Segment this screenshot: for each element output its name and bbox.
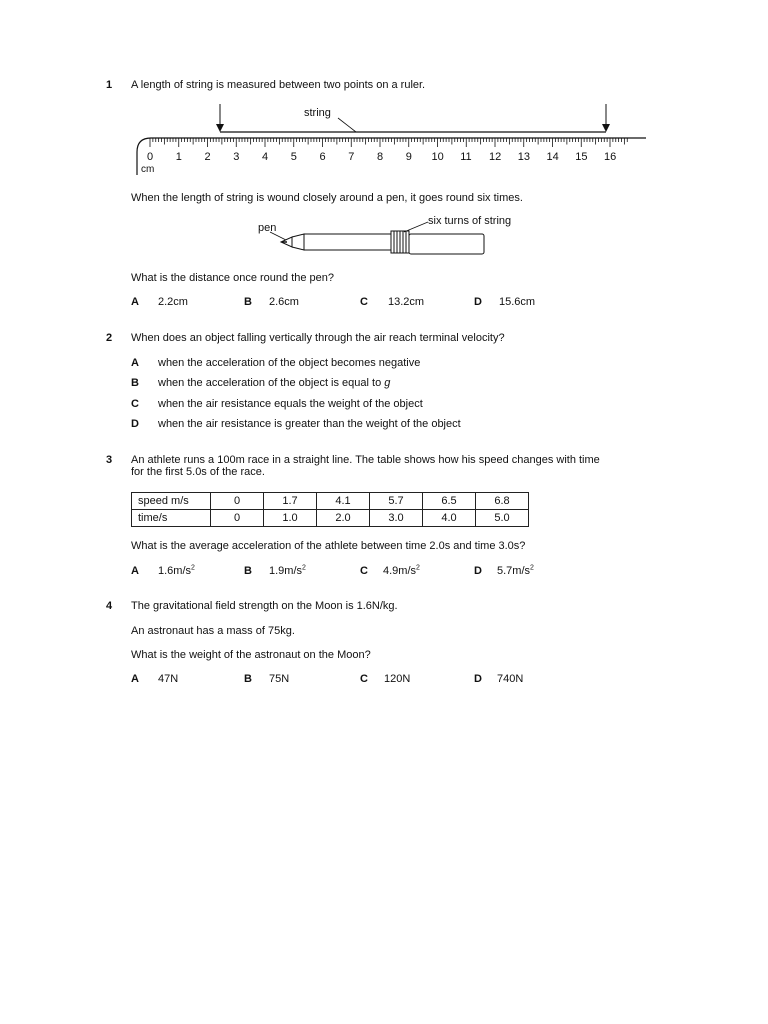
q1-option-c-text: 13.2cm [388, 296, 425, 308]
ruler-unit-label: cm [141, 164, 155, 175]
ruler-number-13: 13 [517, 151, 530, 163]
question-1-stem-2: When the length of string is wound closely around a pen, it goes round six times. [131, 192, 523, 204]
question-4-stem: The gravitational field strength on the Moon is 1.6N/kg. [131, 600, 398, 612]
q1-option-d-letter: D [474, 296, 482, 308]
question-2-number: 2 [106, 332, 113, 344]
table-cell: 6.8 [476, 493, 529, 510]
turns-label-leader [404, 222, 428, 232]
table-cell: 2.0 [317, 510, 370, 527]
q2-option-c-text: when the air resistance equals the weight of the object [158, 398, 423, 410]
q3-option-b-exponent: 2 [302, 564, 306, 572]
q2-option-a-letter: A [131, 357, 139, 369]
q4-option-b-letter: B [244, 673, 252, 685]
ruler-number-2: 2 [204, 151, 211, 163]
pen-barrel [304, 234, 394, 250]
q2-option-d-letter: D [131, 418, 139, 430]
q4-option-d-letter: D [474, 673, 482, 685]
table-row-header: speed m/s [132, 493, 211, 510]
table-cell: 1.7 [264, 493, 317, 510]
q3-option-d-letter: D [474, 565, 482, 577]
table-cell: 0 [211, 510, 264, 527]
table-cell: 4.1 [317, 493, 370, 510]
table-row-speed [132, 493, 529, 510]
q4-option-a-text: 47N [158, 673, 179, 685]
turns-label: six turns of string [428, 215, 512, 227]
q3-option-d-text: 5.7m/s [497, 565, 531, 577]
table-cell: 4.0 [423, 510, 476, 527]
question-3-number: 3 [106, 454, 113, 466]
q3-option-a-letter: A [131, 565, 139, 577]
q3-option-b [269, 565, 306, 577]
q3-option-b-text: 1.9m/s [269, 565, 303, 577]
ruler-number-6: 6 [319, 151, 326, 163]
question-3-stem-line2: for the first 5.0s of the race. [131, 466, 265, 478]
q1-option-c-letter: C [360, 296, 368, 308]
ruler-number-15: 15 [575, 151, 588, 163]
question-2-stem: When does an object falling vertically through the air reach terminal velocity? [131, 332, 505, 344]
question-1-prompt: What is the distance once round the pen? [131, 272, 335, 284]
q4-option-a-letter: A [131, 673, 139, 685]
q2-option-b [158, 377, 390, 389]
question-1-stem: A length of string is measured between two points on a ruler. [131, 79, 426, 91]
ruler-number-8: 8 [377, 151, 384, 163]
table-cell: 3.0 [370, 510, 423, 527]
question-4-stem-2: An astronaut has a mass of 75kg. [131, 625, 295, 637]
string-coils [391, 231, 409, 253]
table-cell: 1.0 [264, 510, 317, 527]
ruler-number-12: 12 [489, 151, 502, 163]
question-4-prompt: What is the weight of the astronaut on the Moon? [131, 649, 371, 661]
q2-option-d-text: when the air resistance is greater than the weight of the object [158, 418, 461, 430]
question-1-number: 1 [106, 79, 113, 91]
pen-cap [409, 234, 484, 254]
question-3-stem-line1: An athlete runs a 100m race in a straight line. The table shows how his speed changes with time [131, 454, 600, 466]
q2-option-a-text: when the acceleration of the object becomes negative [158, 357, 421, 369]
q1-option-b-letter: B [244, 296, 252, 308]
pen-front [292, 234, 304, 250]
ruler-number-9: 9 [405, 151, 412, 163]
q1-option-d-text: 15.6cm [499, 296, 536, 308]
q2-option-b-text: when the acceleration of the object is equal to [158, 377, 382, 389]
q3-option-c-exponent: 2 [416, 564, 420, 572]
ruler-number-10: 10 [431, 151, 444, 163]
ruler-number-7: 7 [348, 151, 355, 163]
q1-option-b-text: 2.6cm [269, 296, 299, 308]
q1-option-a-text: 2.2cm [158, 296, 188, 308]
ruler-number-14: 14 [546, 151, 559, 163]
q4-option-d-text: 740N [497, 673, 524, 685]
ruler-number-0: 0 [147, 151, 154, 163]
table-cell: 5.7 [370, 493, 423, 510]
speed-time-table [131, 492, 529, 527]
q4-option-c-letter: C [360, 673, 368, 685]
q2-option-b-letter: B [131, 377, 139, 389]
q4-option-c-text: 120N [384, 673, 411, 685]
q3-option-a-exponent: 2 [191, 564, 195, 572]
q2-option-c-letter: C [131, 398, 139, 410]
question-4-number: 4 [106, 600, 113, 612]
ruler-number-3: 3 [233, 151, 240, 163]
ruler-number-16: 16 [604, 151, 617, 163]
q2-option-b-symbol: g [384, 377, 391, 389]
table-cell: 6.5 [423, 493, 476, 510]
table-row-header: time/s [132, 510, 211, 527]
ruler-number-11: 11 [460, 151, 472, 163]
ruler-number-1: 1 [175, 151, 182, 163]
table-cell: 5.0 [476, 510, 529, 527]
table-row-time [132, 510, 529, 527]
q3-option-d-exponent: 2 [530, 564, 534, 572]
question-3-prompt: What is the average acceleration of the athlete between time 2.0s and time 3.0s? [131, 540, 526, 552]
q3-option-d [497, 565, 534, 577]
q1-option-a-letter: A [131, 296, 139, 308]
string-label: string [304, 107, 331, 119]
q4-option-b-text: 75N [269, 673, 290, 685]
q3-option-c-letter: C [360, 565, 368, 577]
ruler-number-5: 5 [290, 151, 297, 163]
q3-option-c [383, 565, 420, 577]
q3-option-a [158, 565, 195, 577]
ruler-number-4: 4 [262, 151, 269, 163]
q3-option-a-text: 1.6m/s [158, 565, 192, 577]
pen-label: pen [258, 222, 277, 234]
table-cell: 0 [211, 493, 264, 510]
q3-option-b-letter: B [244, 565, 252, 577]
q3-option-c-text: 4.9m/s [383, 565, 417, 577]
